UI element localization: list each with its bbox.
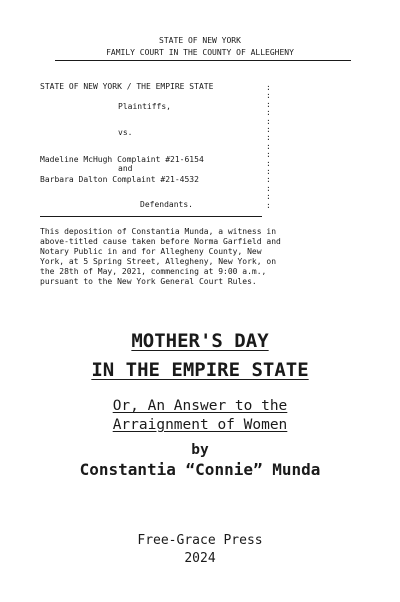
court-name-line: FAMILY COURT IN THE COUNTY OF ALLEGHENY [106, 48, 294, 57]
caption-divider [40, 216, 262, 217]
byline: by [191, 442, 209, 458]
versus-label: vs. [118, 128, 133, 137]
defendant-role: Defendants. [140, 200, 193, 209]
notice-line: Notary Public in and for Allegheny County, New [40, 247, 262, 256]
book-title-line-2: IN THE EMPIRE STATE [91, 359, 309, 381]
plaintiff-role: Plaintiffs, [118, 102, 171, 111]
author-name: Constantia “Connie” Munda [79, 460, 321, 479]
notice-line: pursuant to the New York General Court Rules. [40, 277, 257, 286]
caption-margin-dots: : : : : : : : : : : : : : : : [266, 83, 271, 210]
defendant-conjunction: and [118, 164, 133, 173]
notice-line: the 28th of May, 2021, commencing at 9:00 a.m., [40, 267, 267, 276]
defendant-two: Barbara Dalton Complaint #21-4532 [40, 175, 199, 184]
book-title-line-1: MOTHER'S DAY [131, 330, 269, 352]
publication-year: 2024 [184, 551, 216, 566]
court-heading-divider [55, 60, 351, 61]
book-subtitle-line-1: Or, An Answer to the [112, 398, 288, 414]
court-state-line: STATE OF NEW YORK [159, 36, 241, 45]
notice-line: above-titled cause taken before Norma Garfield and [40, 237, 281, 246]
plaintiff-party: STATE OF NEW YORK / THE EMPIRE STATE [40, 82, 214, 91]
book-subtitle-line-2: Arraignment of Women [112, 417, 288, 433]
deposition-notice [40, 227, 370, 287]
defendant-one: Madeline McHugh Complaint #21-6154 [40, 155, 204, 164]
publisher-name: Free-Grace Press [137, 533, 263, 548]
notice-line: York, at 5 Spring Street, Allegheny, New York, on [40, 257, 277, 266]
notice-line: This deposition of Constantia Munda, a witness in [40, 227, 277, 236]
